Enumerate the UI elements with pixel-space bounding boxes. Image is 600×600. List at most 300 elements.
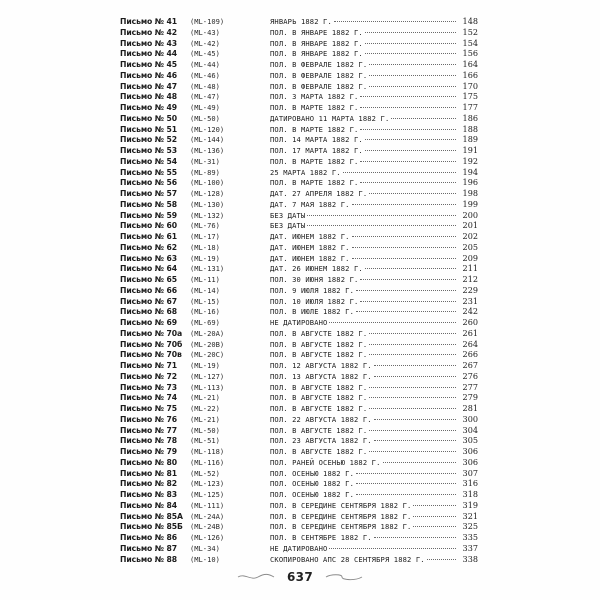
letter-number: Письмо № 65	[120, 275, 178, 284]
ml-code: (ML-31)	[190, 156, 220, 166]
toc-row	[120, 392, 478, 403]
toc-row	[120, 70, 478, 81]
page-ref: 337	[462, 542, 478, 553]
date-description-text: ДАТ. ИЮНЕМ 1882 Г.	[270, 242, 350, 252]
date-description	[270, 479, 458, 490]
dot-leader	[360, 96, 456, 97]
letter-number: Письмо № 76	[120, 414, 178, 424]
left-swash-ornament	[237, 573, 275, 581]
toc-row	[120, 59, 478, 70]
date-description-text: ПОЛ. В ЯНВАРЕ 1882 Г.	[270, 38, 363, 48]
date-description	[270, 393, 458, 404]
ml-code: (ML-24B)	[190, 522, 225, 532]
dot-leader	[374, 365, 456, 366]
page-ref: 306	[462, 456, 478, 467]
toc-row	[120, 425, 478, 436]
dot-leader	[360, 182, 456, 183]
dot-leader	[329, 322, 456, 323]
dot-leader	[360, 107, 456, 108]
date-description-text: ДАТ. 26 ИЮНЕМ 1882 Г.	[270, 264, 363, 274]
date-description	[270, 372, 458, 383]
date-description	[270, 286, 458, 297]
date-description-text: ДАТ. ИЮНЕМ 1882 Г.	[270, 232, 350, 241]
toc-row	[120, 210, 478, 221]
letter-number: Письмо № 87	[120, 543, 178, 553]
dot-leader	[369, 354, 456, 355]
date-description-text: ПОЛ. В АВГУСТЕ 1882 Г.	[270, 339, 368, 349]
toc-row	[120, 167, 478, 178]
ml-code: (ML-120)	[190, 124, 225, 134]
ml-code: (ML-69)	[190, 318, 220, 327]
dot-leader	[356, 483, 456, 484]
date-description	[270, 28, 458, 39]
page-ref: 277	[462, 381, 478, 392]
date-description	[270, 415, 458, 426]
date-description	[270, 404, 458, 415]
date-description-text: БЕЗ ДАТЫ	[270, 210, 306, 220]
date-description	[270, 264, 458, 275]
ml-code: (ML-19)	[190, 253, 220, 263]
page-footer	[0, 566, 600, 588]
date-description-text: ПОЛ. ОСЕНЬЮ 1882 Г.	[270, 490, 354, 499]
dot-leader	[369, 397, 456, 398]
date-description-text: ПОЛ. В ФЕВРАЛЕ 1882 Г.	[270, 60, 368, 69]
page-ref: 196	[462, 177, 478, 188]
toc-row	[120, 521, 478, 532]
letter-number: Письмо № 56	[120, 178, 178, 188]
dot-leader	[391, 118, 456, 119]
dot-leader	[365, 150, 456, 151]
dot-leader	[369, 344, 456, 345]
toc-row	[120, 414, 478, 425]
page-ref: 186	[462, 112, 478, 123]
toc-row	[120, 27, 478, 38]
ml-code: (ML-42)	[190, 38, 220, 48]
page-ref: 304	[462, 424, 478, 435]
page-ref: 229	[462, 284, 478, 295]
letter-number: Письмо № 51	[120, 124, 178, 134]
date-description-text: ДАТ. ИЮНЕМ 1882 Г.	[270, 253, 350, 263]
date-description-text: СКОПИРОВАНО АПС 28 СЕНТЯБРЯ 1882 Г.	[270, 554, 425, 564]
toc-row	[120, 188, 478, 199]
date-description-text: ПОЛ. 17 МАРТА 1882 Г.	[270, 146, 363, 155]
page-ref: 192	[462, 155, 478, 166]
dot-leader	[352, 247, 456, 248]
toc-row	[120, 102, 478, 113]
date-description-text: ПОЛ. 13 АВГУСТА 1882 Г.	[270, 371, 372, 381]
date-description	[270, 243, 458, 254]
page-ref: 211	[462, 263, 478, 274]
toc-row	[120, 511, 478, 522]
date-description	[270, 71, 458, 82]
dot-leader	[352, 236, 456, 237]
dot-leader	[356, 494, 456, 495]
date-description-text: ДАТИРОВАНО 11 МАРТА 1882 Г.	[270, 113, 390, 123]
page-ref: 266	[462, 349, 478, 360]
page-ref: 209	[462, 252, 478, 263]
letter-number: Письмо № 79	[120, 447, 178, 456]
letter-number: Письмо № 57	[120, 189, 178, 198]
toc-row	[120, 253, 478, 264]
page-ref: 152	[462, 26, 478, 37]
ml-code: (ML-52)	[190, 468, 220, 478]
ml-code: (ML-118)	[190, 447, 225, 456]
page-ref: 156	[462, 48, 478, 59]
page-ref: 154	[462, 37, 478, 48]
date-description-text: НЕ ДАТИРОВАНО	[270, 543, 328, 553]
date-description-text: ПОЛ. В СЕРЕДИНЕ СЕНТЯБРЯ 1882 Г.	[270, 511, 412, 521]
date-description-text: ЯНВАРЬ 1882 Г.	[270, 17, 332, 26]
page-number: 637	[287, 570, 313, 584]
toc-row	[120, 177, 478, 188]
date-description-text: ПОЛ. В МАРТЕ 1882 Г.	[270, 178, 359, 188]
date-description-text: ПОЛ. В МАРТЕ 1882 Г.	[270, 103, 359, 112]
letter-number: Письмо № 71	[120, 361, 178, 370]
ml-code: (ML-48)	[190, 81, 220, 91]
ml-code: (ML-43)	[190, 27, 220, 37]
table-of-contents	[120, 16, 478, 564]
toc-row	[120, 382, 478, 393]
date-description	[270, 469, 458, 480]
date-description-text: ПОЛ. В ИЮЛЕ 1882 Г.	[270, 307, 354, 317]
ml-code: (ML-20A)	[190, 328, 225, 338]
dot-leader	[383, 462, 456, 463]
date-description	[270, 39, 458, 50]
ml-code: (ML-50)	[190, 113, 220, 123]
dot-leader	[365, 43, 456, 44]
dot-leader	[334, 21, 456, 22]
letter-number: Письмо № 58	[120, 199, 178, 209]
ml-code: (ML-19)	[190, 361, 220, 370]
ml-code: (ML-45)	[190, 49, 220, 59]
letter-number: Письмо № 72	[120, 371, 178, 381]
ml-code: (ML-126)	[190, 533, 225, 542]
toc-row	[120, 296, 478, 307]
date-description-text: ДАТ. 7 МАЯ 1882 Г.	[270, 199, 350, 209]
dot-leader	[307, 215, 456, 216]
page-ref: 321	[462, 510, 478, 521]
letter-number: Письмо № 69	[120, 318, 178, 327]
date-description-text: ПОЛ. В АВГУСТЕ 1882 Г.	[270, 447, 368, 456]
page-ref: 264	[462, 338, 478, 349]
date-description	[270, 426, 458, 437]
toc-row	[120, 306, 478, 317]
date-description-text: ПОЛ. 22 АВГУСТА 1882 Г.	[270, 414, 372, 424]
dot-leader	[369, 333, 456, 334]
ml-code: (ML-20B)	[190, 339, 225, 349]
ml-code: (ML-10)	[190, 554, 220, 564]
ml-code: (ML-128)	[190, 189, 225, 198]
date-description	[270, 254, 458, 265]
date-description-text: ПОЛ. 30 ИЮНЯ 1882 Г.	[270, 275, 359, 284]
letter-number: Письмо № 62	[120, 242, 178, 252]
page-ref: 260	[462, 317, 478, 327]
date-description	[270, 189, 458, 200]
page-ref: 188	[462, 123, 478, 134]
date-description	[270, 60, 458, 71]
date-description	[270, 383, 458, 394]
toc-row	[120, 285, 478, 296]
date-description	[270, 501, 458, 512]
ml-code: (ML-100)	[190, 178, 225, 188]
page-ref: 175	[462, 91, 478, 102]
page-ref: 205	[462, 241, 478, 252]
ml-code: (ML-21)	[190, 393, 220, 403]
ml-code: (ML-136)	[190, 146, 225, 155]
date-description	[270, 458, 458, 469]
date-description	[270, 232, 458, 243]
toc-row	[120, 554, 478, 565]
letter-number: Письмо № 61	[120, 232, 178, 241]
ml-code: (ML-116)	[190, 457, 225, 467]
date-description-text: ПОЛ. В АВГУСТЕ 1882 Г.	[270, 425, 368, 435]
letter-number: Письмо № 55	[120, 167, 178, 177]
letter-number: Письмо № 50	[120, 113, 178, 123]
toc-row	[120, 328, 478, 339]
dot-leader	[360, 301, 456, 302]
ml-code: (ML-76)	[190, 221, 220, 231]
page-ref: 335	[462, 532, 478, 542]
toc-row	[120, 371, 478, 382]
date-description	[270, 168, 458, 179]
letter-number: Письмо № 83	[120, 490, 178, 499]
date-description-text: БЕЗ ДАТЫ	[270, 221, 306, 231]
toc-row	[120, 242, 478, 253]
letter-number: Письмо № 60	[120, 221, 178, 231]
dot-leader	[329, 548, 456, 549]
date-description-text: ПОЛ. РАНЕЙ ОСЕНЬЮ 1882 Г.	[270, 457, 381, 467]
date-description	[270, 157, 458, 168]
toc-row	[120, 543, 478, 554]
toc-row	[120, 457, 478, 468]
page-ref: 170	[462, 80, 478, 91]
date-description-text: ПОЛ. В АВГУСТЕ 1882 Г.	[270, 393, 368, 403]
toc-row	[120, 317, 478, 328]
dot-leader	[374, 440, 456, 441]
toc-row	[120, 435, 478, 446]
letter-number: Письмо № 49	[120, 103, 178, 112]
date-description	[270, 340, 458, 351]
letter-number: Письмо № 84	[120, 500, 178, 510]
date-description	[270, 490, 458, 501]
ml-code: (ML-131)	[190, 264, 225, 274]
dot-leader	[413, 505, 456, 506]
date-description-text: ПОЛ. В МАРТЕ 1882 Г.	[270, 156, 359, 166]
dot-leader	[369, 64, 456, 65]
page-ref: 306	[462, 446, 478, 456]
letter-number: Письмо № 64	[120, 264, 178, 274]
date-description-text: ПОЛ. ОСЕНЬЮ 1882 Г.	[270, 468, 354, 478]
dot-leader	[352, 204, 456, 205]
dot-leader	[369, 86, 456, 87]
date-description-text: ДАТ. 27 АПРЕЛЯ 1882 Г.	[270, 189, 368, 198]
toc-row	[120, 199, 478, 210]
date-description-text: ПОЛ. В МАРТЕ 1882 Г.	[270, 124, 359, 134]
date-description-text: ПОЛ. В СЕРЕДИНЕ СЕНТЯБРЯ 1882 Г.	[270, 500, 412, 510]
page-ref: 231	[462, 295, 478, 306]
letter-number: Письмо № 68	[120, 307, 178, 317]
date-description-text: ПОЛ. 14 МАРТА 1882 Г.	[270, 135, 363, 145]
page-ref: 177	[462, 102, 478, 112]
toc-row	[120, 91, 478, 102]
page-ref: 316	[462, 478, 478, 489]
ml-code: (ML-22)	[190, 404, 220, 413]
date-description	[270, 200, 458, 211]
ml-code: (ML-123)	[190, 479, 225, 489]
date-description	[270, 436, 458, 447]
ml-code: (ML-113)	[190, 382, 225, 392]
ml-code: (ML-132)	[190, 210, 225, 220]
date-description-text: ПОЛ. В АВГУСТЕ 1882 Г.	[270, 382, 368, 392]
date-description	[270, 82, 458, 93]
toc-row	[120, 231, 478, 242]
date-description-text: ПОЛ. 9 ИЮЛЯ 1882 Г.	[270, 285, 354, 295]
date-description	[270, 211, 458, 222]
toc-row	[120, 349, 478, 360]
ml-code: (ML-111)	[190, 500, 225, 510]
date-description-text: ПОЛ. В ФЕВРАЛЕ 1882 Г.	[270, 81, 368, 91]
ml-code: (ML-130)	[190, 199, 225, 209]
dot-leader	[360, 161, 456, 162]
letter-number: Письмо № 86	[120, 533, 178, 542]
toc-row	[120, 263, 478, 274]
page-ref: 194	[462, 166, 478, 177]
date-description	[270, 533, 458, 544]
page-ref: 242	[462, 306, 478, 317]
toc-row	[120, 339, 478, 350]
dot-leader	[365, 53, 456, 54]
page-ref: 191	[462, 145, 478, 155]
toc-row	[120, 403, 478, 414]
page-ref: 318	[462, 489, 478, 499]
ml-code: (ML-17)	[190, 232, 220, 241]
toc-row	[120, 468, 478, 479]
date-description-text: 25 МАРТА 1882 Г.	[270, 167, 341, 177]
date-description-text: ПОЛ. В АВГУСТЕ 1882 Г.	[270, 404, 368, 413]
page-ref: 281	[462, 403, 478, 413]
dot-leader	[413, 526, 456, 527]
toc-row	[120, 500, 478, 511]
page-ref: 164	[462, 59, 478, 69]
ml-code: (ML-50)	[190, 425, 220, 435]
letter-number: Письмо № 81	[120, 468, 178, 478]
page-ref: 261	[462, 327, 478, 338]
right-swash-ornament	[325, 573, 363, 581]
ml-code: (ML-47)	[190, 92, 220, 102]
toc-row	[120, 220, 478, 231]
ml-code: (ML-24A)	[190, 511, 225, 521]
letter-number: Письмо № 44	[120, 49, 178, 59]
date-description	[270, 307, 458, 318]
dot-leader	[343, 172, 456, 173]
ml-code: (ML-109)	[190, 17, 225, 26]
dot-leader	[360, 129, 456, 130]
page-ref: 148	[462, 16, 478, 26]
ml-code: (ML-14)	[190, 285, 220, 295]
letter-number: Письмо № 42	[120, 27, 178, 37]
dot-leader	[360, 279, 456, 280]
ml-code: (ML-44)	[190, 60, 220, 69]
page-ref: 305	[462, 435, 478, 446]
date-description	[270, 297, 458, 308]
ml-code: (ML-34)	[190, 543, 220, 553]
dot-leader	[356, 311, 456, 312]
date-description-text: ПОЛ. В АВГУСТЕ 1882 Г.	[270, 328, 368, 338]
date-description	[270, 92, 458, 103]
letter-number: Письмо № 47	[120, 81, 178, 91]
date-description	[270, 522, 458, 533]
date-description	[270, 555, 458, 566]
dot-leader	[369, 387, 456, 388]
date-description-text: ПОЛ. В СЕНТЯБРЕ 1882 Г.	[270, 533, 372, 542]
date-description	[270, 318, 458, 329]
toc-row	[120, 489, 478, 500]
toc-row	[120, 360, 478, 371]
page-ref: 338	[462, 553, 478, 564]
toc-row	[120, 156, 478, 167]
page-ref: 198	[462, 188, 478, 198]
date-description-text: ПОЛ. 12 АВГУСТА 1882 Г.	[270, 361, 372, 370]
dot-leader	[374, 419, 456, 420]
date-description	[270, 221, 458, 232]
toc-row	[120, 113, 478, 124]
dot-leader	[365, 268, 456, 269]
ml-code: (ML-125)	[190, 490, 225, 499]
date-description	[270, 350, 458, 361]
toc-row	[120, 532, 478, 543]
ml-code: (ML-51)	[190, 436, 220, 446]
page-ref: 199	[462, 198, 478, 209]
page-ref: 307	[462, 467, 478, 478]
date-description-text: ПОЛ. 10 ИЮЛЯ 1882 Г.	[270, 296, 359, 306]
ml-code: (ML-89)	[190, 167, 220, 177]
page-ref: 319	[462, 499, 478, 510]
letter-number: Письмо № 82	[120, 479, 178, 489]
date-description	[270, 361, 458, 372]
date-description	[270, 146, 458, 157]
date-description	[270, 114, 458, 125]
toc-row	[120, 446, 478, 457]
ml-code: (ML-20C)	[190, 350, 225, 360]
page-ref: 325	[462, 521, 478, 532]
dot-leader	[356, 290, 456, 291]
letter-number: Письмо № 85А	[120, 511, 183, 521]
ml-code: (ML-49)	[190, 103, 220, 112]
dot-leader	[413, 516, 456, 517]
date-description	[270, 49, 458, 60]
letter-number: Письмо № 85Б	[120, 522, 183, 532]
dot-leader	[374, 537, 456, 538]
date-description-text: НЕ ДАТИРОВАНО	[270, 318, 328, 327]
date-description	[270, 125, 458, 136]
letter-number: Письмо № 73	[120, 382, 178, 392]
date-description-text: ПОЛ. В ФЕВРАЛЕ 1882 Г.	[270, 70, 368, 80]
page-ref: 200	[462, 209, 478, 220]
ml-code: (ML-21)	[190, 414, 220, 424]
date-description-text: ПОЛ. В СЕРЕДИНЕ СЕНТЯБРЯ 1882 Г.	[270, 522, 412, 532]
date-description	[270, 275, 458, 286]
dot-leader	[369, 193, 456, 194]
letter-number: Письмо № 66	[120, 285, 178, 295]
toc-row	[120, 38, 478, 49]
toc-row	[120, 81, 478, 92]
date-description-text: ПОЛ. 23 АВГУСТА 1882 Г.	[270, 436, 372, 446]
dot-leader	[369, 75, 456, 76]
letter-number: Письмо № 46	[120, 70, 178, 80]
page-ref: 279	[462, 392, 478, 403]
dot-leader	[369, 451, 456, 452]
ml-code: (ML-144)	[190, 135, 225, 145]
